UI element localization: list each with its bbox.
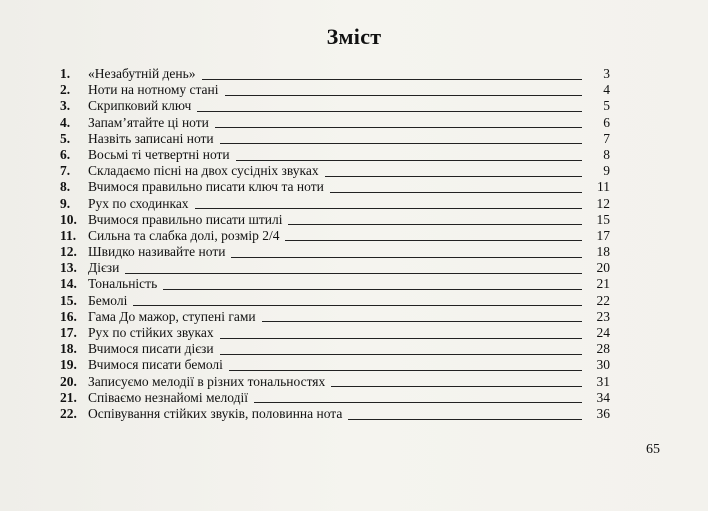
toc-leader-line [133,305,582,306]
table-of-contents [60,66,610,422]
toc-number: 1. [60,66,71,81]
toc-row [60,374,610,390]
toc-number: 8. [60,179,71,195]
toc-leader-line [215,127,582,128]
toc-page-number: 17 [596,227,610,243]
toc-label: Рух по сходинках [88,195,189,211]
toc-number: 3. [60,98,71,114]
toc-row [60,357,610,373]
toc-page-number: 8 [603,146,610,162]
toc-row [60,179,610,195]
toc-page-number: 12 [596,195,610,211]
toc-number: 10. [60,211,77,227]
toc-number: 2. [60,82,71,98]
toc-row [60,82,610,98]
toc-leader-line [348,419,582,420]
toc-page-number: 36 [596,405,610,421]
toc-page-number: 24 [596,325,610,340]
toc-page-number: 7 [603,130,610,146]
toc-leader-line [330,192,582,193]
toc-leader-line [236,160,582,161]
toc-row [60,115,610,131]
toc-page-number: 20 [596,260,610,276]
toc-page-number: 15 [596,211,610,227]
toc-number: 20. [60,373,77,389]
toc-label: Запам’ятайте ці ноти [88,114,209,130]
toc-page-number: 28 [596,341,610,357]
toc-row [60,260,610,276]
toc-page-number: 4 [603,82,610,98]
toc-leader-line [325,176,582,177]
toc-row [60,276,610,292]
footer-page-number: 65 [646,442,660,457]
toc-label: Гама До мажор, ступені гами [88,308,256,324]
toc-row [60,244,610,260]
toc-number: 21. [60,389,77,405]
toc-row [60,228,610,244]
toc-row [60,309,610,325]
toc-row [60,212,610,228]
toc-page-number: 30 [596,357,610,373]
toc-row [60,66,610,82]
toc-number: 5. [60,130,71,146]
toc-number: 19. [60,357,77,373]
toc-leader-line [288,224,582,225]
toc-label: Вчимося правильно писати штилі [88,211,283,227]
toc-number: 18. [60,341,77,357]
toc-label: Вчимося писати дієзи [88,341,214,357]
toc-leader-line [229,370,582,371]
toc-page-number: 3 [603,66,610,81]
toc-number: 7. [60,163,71,179]
toc-leader-line [331,386,582,387]
toc-number: 4. [60,114,71,130]
page-title: Зміст [326,24,382,49]
toc-page-number: 9 [603,163,610,179]
toc-label: Вчимося писати бемолі [88,357,223,373]
toc-leader-line [220,338,582,339]
toc-leader-line [254,402,582,403]
toc-row [60,98,610,114]
toc-leader-line [125,273,582,274]
toc-label: Скрипковий ключ [88,98,192,114]
toc-label: Оспівування стійких звуків, половинна нота [88,405,343,421]
toc-number: 11. [60,227,77,243]
toc-leader-line [262,321,582,322]
toc-page-number: 6 [603,114,610,130]
toc-number: 12. [60,244,77,260]
toc-number: 15. [60,292,77,308]
toc-number: 14. [60,276,77,292]
toc-label: Рух по стійких звуках [88,325,214,340]
toc-label: Бемолі [88,292,128,308]
toc-page-number: 21 [596,276,610,292]
toc-number: 6. [60,146,71,162]
toc-leader-line [163,289,582,290]
toc-leader-line [197,111,582,112]
toc-label: Ноти на нотному стані [88,82,219,98]
toc-row [60,163,610,179]
toc-page-number: 18 [596,244,610,260]
toc-label: Співаємо незнайомі мелодії [88,389,248,405]
toc-page-number: 23 [596,308,610,324]
toc-label: Записуємо мелодії в різних тональностях [88,373,326,389]
toc-leader-line [220,354,582,355]
toc-number: 22. [60,405,77,421]
toc-row [60,341,610,357]
toc-row [60,325,610,341]
toc-page-number: 5 [603,98,610,114]
toc-number: 16. [60,308,77,324]
toc-label: Назвіть записані ноти [88,130,214,146]
toc-row [60,293,610,309]
toc-label: Дієзи [88,260,120,276]
toc-page-number: 22 [596,292,610,308]
toc-label: «Незабутній день» [88,66,196,81]
toc-leader-line [225,95,582,96]
toc-leader-line [231,257,582,258]
toc-label: Восьмі ті четвертні ноти [88,146,230,162]
toc-number: 13. [60,260,77,276]
toc-row [60,196,610,212]
toc-number: 9. [60,195,71,211]
toc-label: Складаємо пісні на двох сусідніх звуках [88,163,319,179]
toc-number: 17. [60,325,77,340]
toc-label: Вчимося правильно писати ключ та ноти [88,179,324,195]
toc-leader-line [195,208,582,209]
toc-page-number: 34 [596,389,610,405]
toc-page-number: 31 [596,373,610,389]
toc-leader-line [202,79,582,80]
toc-label: Тональність [88,276,158,292]
toc-page-number: 11 [597,179,610,195]
toc-label: Швидко називайте ноти [88,244,226,260]
toc-leader-line [285,240,582,241]
toc-row [60,131,610,147]
toc-label: Сильна та слабка долі, розмір 2/4 [88,227,280,243]
toc-row [60,147,610,163]
toc-leader-line [220,143,582,144]
toc-row [60,406,610,422]
toc-row [60,390,610,406]
